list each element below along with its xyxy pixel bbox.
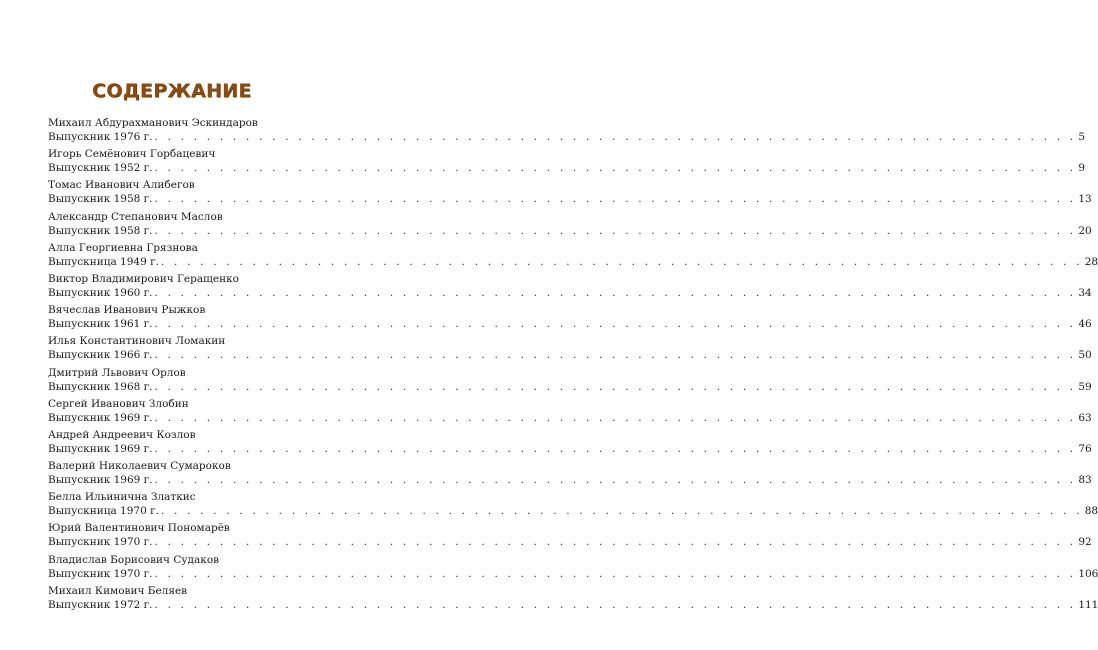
graduate-year: Выпускник 1976 г. [48,131,153,143]
toc-entry [48,304,1092,335]
table-of-contents [48,117,1098,616]
dot-leader: . . . . . . . . . . . . . . . . . . . . . . . . . . . . . . . . . . . . . . . . . . . . . . . . . . . . . . . . . . . . . . . . . . . . . . . [154,567,1077,580]
graduate-year: Выпускник 1958 г. [48,224,153,237]
graduate-year: Выпускник 1969 г. [48,442,153,455]
toc-entry [48,179,1092,210]
page-number: 5 [1078,131,1085,143]
graduate-year: Выпускник 1969 г. [48,474,153,487]
person-name: Владислав Борисович Судаков [48,553,220,566]
dot-leader: . . . . . . . . . . . . . . . . . . . . . . . . . . . . . . . . . . . . . . . . . . . . . . . . . . . . . . . . . . . . . . . . . . . . . . . [154,380,1077,393]
page-number: 50 [1078,349,1092,362]
toc-row [48,474,1092,487]
page-number: 83 [1078,474,1092,487]
toc-entry [48,335,1092,366]
toc-entry [48,584,1098,616]
person-name: Белла Ильинична Златкис [48,491,196,504]
page-title: СОДЕРЖАНИЕ [92,80,252,102]
toc-row [48,598,1098,612]
dot-leader: . . . . . . . . . . . . . . . . . . . . . . . . . . . . . . . . . . . . . . . . . . . . . . . . . . . . . . . . . . . . . . . . . . . . . . . [154,442,1077,455]
dot-leader: . . . . . . . . . . . . . . . . . . . . . . . . . . . . . . . . . . . . . . . . . . . . . . . . . . . . . . . . . . . . . . . . . . . . . . . [154,598,1077,611]
toc-row [48,411,1092,425]
person-name: Сергей Иванович Злобин [48,397,189,410]
toc-entry [48,272,1092,304]
graduate-year: Выпускник 1970 г. [48,567,153,580]
person-name: Юрий Валентинович Пономарёв [48,522,230,535]
person-name: Томас Иванович Алибегов [48,179,195,192]
page-number: 9 [1078,162,1085,175]
dot-leader: . . . . . . . . . . . . . . . . . . . . . . . . . . . . . . . . . . . . . . . . . . . . . . . . . . . . . . . . . . . . . . . . . . . . . . . [154,474,1077,487]
dot-leader: . . . . . . . . . . . . . . . . . . . . . . . . . . . . . . . . . . . . . . . . . . . . . . . . . . . . . . . . . . . . . . . . . . . . . . . [154,193,1077,206]
graduate-year: Выпускник 1970 г. [48,536,153,549]
dot-leader: . . . . . . . . . . . . . . . . . . . . . . . . . . . . . . . . . . . . . . . . . . . . . . . . . . . . . . . . . . . . . . . . . . . . . . . [154,411,1077,424]
dot-leader: . . . . . . . . . . . . . . . . . . . . . . . . . . . . . . . . . . . . . . . . . . . . . . . . . . . . . . . . . . . . . . . . . . . . . . . [154,349,1077,362]
graduate-year: Выпускник 1958 г. [48,193,153,206]
graduate-year: Выпускница 1949 г. [48,255,159,268]
dot-leader: . . . . . . . . . . . . . . . . . . . . . . . . . . . . . . . . . . . . . . . . . . . . . . . . . . . . . . . . . . . . . . . . . . . . . . . [154,536,1077,549]
toc-entry [48,522,1092,553]
toc-row [48,162,1085,175]
graduate-year: Выпускник 1968 г. [48,380,153,393]
toc-entry [48,428,1092,460]
person-name: Валерий Николаевич Сумароков [48,460,231,473]
toc-entry [48,241,1098,273]
page-number: 59 [1078,380,1092,393]
toc-row [48,224,1092,238]
graduate-year: Выпускница 1970 г. [48,505,159,518]
toc-row [48,255,1098,269]
graduate-year: Выпускник 1960 г. [48,286,153,299]
toc-entry [48,553,1098,585]
graduate-year: Выпускник 1961 г. [48,318,153,331]
page-number: 63 [1078,411,1092,424]
dot-leader: . . . . . . . . . . . . . . . . . . . . . . . . . . . . . . . . . . . . . . . . . . . . . . . . . . . . . . . . . . . . . . . . . . . . . . . [154,131,1077,143]
toc-row [48,131,1085,144]
toc-row [48,380,1092,394]
page-number: 46 [1078,318,1092,331]
graduate-year: Выпускник 1952 г. [48,162,153,175]
page-number: 28 [1084,255,1098,268]
page-number: 34 [1078,286,1092,299]
graduate-year: Выпускник 1966 г. [48,349,153,362]
toc-row [48,505,1098,518]
toc-row [48,318,1092,331]
dot-leader: . . . . . . . . . . . . . . . . . . . . . . . . . . . . . . . . . . . . . . . . . . . . . . . . . . . . . . . . . . . . . . . . . . . . . . . [160,505,1083,518]
toc-entry [48,491,1098,522]
person-name: Виктор Владимирович Геращенко [48,272,239,285]
page-number: 20 [1078,224,1092,237]
graduate-year: Выпускник 1969 г. [48,411,153,424]
toc-entry [48,148,1085,179]
toc-row [48,536,1092,549]
toc-entry [48,210,1092,242]
dot-leader: . . . . . . . . . . . . . . . . . . . . . . . . . . . . . . . . . . . . . . . . . . . . . . . . . . . . . . . . . . . . . . . . . . . . . . . [154,318,1077,331]
page-number: 13 [1078,193,1092,206]
dot-leader: . . . . . . . . . . . . . . . . . . . . . . . . . . . . . . . . . . . . . . . . . . . . . . . . . . . . . . . . . . . . . . . . . . . . . . . [154,286,1077,299]
page-number: 106 [1078,567,1098,580]
dot-leader: . . . . . . . . . . . . . . . . . . . . . . . . . . . . . . . . . . . . . . . . . . . . . . . . . . . . . . . . . . . . . . . . . . . . . . . [154,162,1077,175]
toc-entry [48,460,1092,491]
toc-row [48,286,1092,300]
person-name: Игорь Семёнович Горбацевич [48,148,216,161]
toc-row [48,193,1092,206]
person-name: Андрей Андреевич Козлов [48,428,196,441]
page-number: 76 [1078,442,1092,455]
toc-entry [48,366,1092,398]
toc-row [48,442,1092,456]
page-number: 111 [1078,598,1098,611]
person-name: Алла Георгиевна Грязнова [48,241,198,254]
person-name: Илья Константинович Ломакин [48,335,226,348]
toc-row [48,567,1098,581]
page-number: 92 [1078,536,1092,549]
page-number: 88 [1084,505,1098,518]
toc-entry [48,117,1085,148]
person-name: Александр Степанович Маслов [48,210,223,223]
graduate-year: Выпускник 1972 г. [48,598,153,611]
toc-entry [48,397,1092,429]
dot-leader: . . . . . . . . . . . . . . . . . . . . . . . . . . . . . . . . . . . . . . . . . . . . . . . . . . . . . . . . . . . . . . . . . . . . . . . [154,224,1077,237]
person-name: Дмитрий Львович Орлов [48,366,186,379]
dot-leader: . . . . . . . . . . . . . . . . . . . . . . . . . . . . . . . . . . . . . . . . . . . . . . . . . . . . . . . . . . . . . . . . . . . . . . . [160,255,1083,268]
person-name: Михаил Абдурахманович Эскиндаров [48,117,258,129]
person-name: Вячеслав Иванович Рыжков [48,304,206,317]
person-name: Михаил Кимович Беляев [48,584,188,597]
toc-row [48,349,1092,362]
